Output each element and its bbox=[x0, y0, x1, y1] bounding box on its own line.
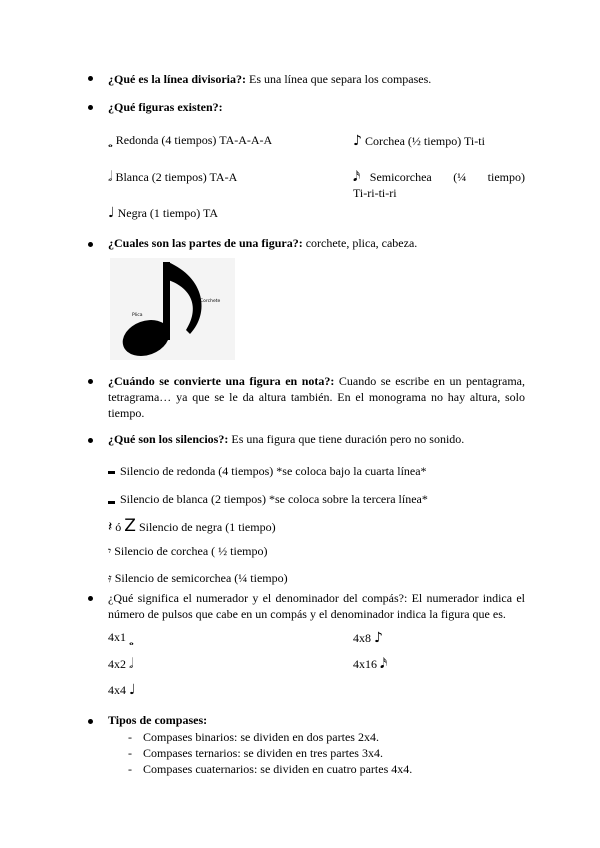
figure-corchea: ♪ Corchea (½ tiempo) Ti-ti bbox=[353, 133, 485, 149]
bullet bbox=[88, 105, 93, 110]
q3-answer: corchete, plica, cabeza. bbox=[302, 236, 418, 250]
note-parts-diagram bbox=[110, 258, 235, 360]
q2-question: ¿Qué figuras existen?: bbox=[108, 100, 223, 114]
q4-question: ¿Cuándo se convierte una figura en nota?: bbox=[108, 374, 335, 388]
meter-4x8: 4x8 ♪ bbox=[353, 630, 383, 646]
q5-answer: Es una figura que tiene duración pero no sonido. bbox=[228, 432, 465, 446]
list-item: Compases ternarios: se dividen en tres partes 3x4. bbox=[143, 746, 383, 760]
bullet bbox=[88, 379, 93, 384]
meter-4x16: 4x16 𝅘𝅥𝅯 bbox=[353, 656, 388, 672]
rest-semicorchea: 𝄿 Silencio de semicorchea (¼ tiempo) bbox=[108, 571, 288, 585]
eighth-note-icon: ♪ bbox=[374, 630, 383, 646]
half-rest-icon bbox=[108, 501, 115, 504]
rest-blanca: Silencio de blanca (2 tiempos) *se coloca sobre la tercera línea* bbox=[108, 492, 428, 507]
label-plica: Plica bbox=[132, 313, 143, 318]
whole-rest-icon bbox=[108, 471, 115, 474]
meter-4x2: 4x2 𝅗𝅥 bbox=[108, 656, 134, 672]
quarter-rest-icon: 𝄽 bbox=[108, 519, 113, 535]
bullet bbox=[88, 76, 93, 81]
q4-answer: Cuando se escribe en un pentagrama, tetragrama… ya que se le da altura también. En el monograma no hay altura, solo tiempo. bbox=[108, 374, 525, 420]
eighth-note-icon: ♪ bbox=[353, 133, 362, 149]
sixteenth-note-icon: 𝅘𝅥𝅯 bbox=[353, 169, 361, 185]
bullet bbox=[88, 242, 93, 247]
meter-4x4: 4x4 ♩ bbox=[108, 682, 136, 698]
quarter-note-icon: ♩ bbox=[108, 205, 115, 221]
q5-question: ¿Qué son los silencios?: bbox=[108, 432, 229, 446]
list-dash: - bbox=[128, 746, 132, 760]
z-rest-symbol: Z bbox=[124, 516, 136, 536]
half-note-icon: 𝅗𝅥 bbox=[129, 656, 134, 672]
whole-note-icon: 𝅝 bbox=[129, 634, 134, 648]
list-item: Compases cuaternarios: se dividen en cuatro partes 4x4. bbox=[143, 762, 413, 776]
label-cabeza: Cabeza bbox=[137, 347, 154, 352]
q1-line bbox=[108, 72, 431, 87]
bullet bbox=[88, 596, 93, 601]
q4-paragraph bbox=[108, 373, 525, 421]
rest-redonda: Silencio de redonda (4 tiempos) *se coloca bajo la cuarta línea* bbox=[108, 464, 427, 479]
q5-line bbox=[108, 432, 464, 447]
list-dash: - bbox=[128, 730, 132, 744]
whole-note-icon: 𝅝 bbox=[108, 136, 113, 150]
meter-4x1: 4x1 𝅝 bbox=[108, 630, 134, 648]
rest-corchea: 𝄾 Silencio de corchea ( ½ tiempo) bbox=[108, 544, 268, 558]
rest-negra: 𝄽 ó Z Silencio de negra (1 tiempo) bbox=[108, 516, 276, 536]
q3-line bbox=[108, 236, 417, 251]
q3-question: ¿Cuales son las partes de una figura?: bbox=[108, 236, 303, 250]
figure-redonda: 𝅝 Redonda (4 tiempos) TA-A-A-A bbox=[108, 133, 273, 150]
q1-question: ¿Qué es la línea divisoria?: bbox=[108, 72, 246, 86]
half-note-icon: 𝅗𝅥 bbox=[108, 169, 113, 185]
q1-answer: Es una línea que separa los compases. bbox=[246, 72, 432, 86]
figure-semicorchea: 𝅘𝅥𝅯 Semicorchea (¼ tiempo) Ti-ri-ti-ri bbox=[353, 169, 526, 200]
bullet bbox=[88, 719, 93, 724]
list-dash: - bbox=[128, 762, 132, 776]
sixteenth-note-icon: 𝅘𝅥𝅯 bbox=[380, 656, 388, 672]
list-item: Compases binarios: se dividen en dos partes 2x4. bbox=[143, 730, 379, 744]
quarter-note-icon: ♩ bbox=[129, 682, 136, 698]
label-corchete: Corchete bbox=[200, 299, 221, 304]
bullet bbox=[88, 438, 93, 443]
q6-paragraph: ¿Qué significa el numerador y el denominador del compás?: El numerador indica el número de pulsos que cabe en un compás y el denominador indica la figura que es. bbox=[108, 591, 525, 621]
figure-blanca: 𝅗𝅥 Blanca (2 tiempos) TA-A bbox=[108, 169, 238, 185]
eighth-rest-icon: 𝄾 bbox=[108, 544, 112, 558]
sixteenth-rest-icon: 𝄿 bbox=[108, 571, 112, 585]
q7-title: Tipos de compases: bbox=[108, 713, 208, 727]
figure-negra: ♩ Negra (1 tiempo) TA bbox=[108, 205, 219, 221]
